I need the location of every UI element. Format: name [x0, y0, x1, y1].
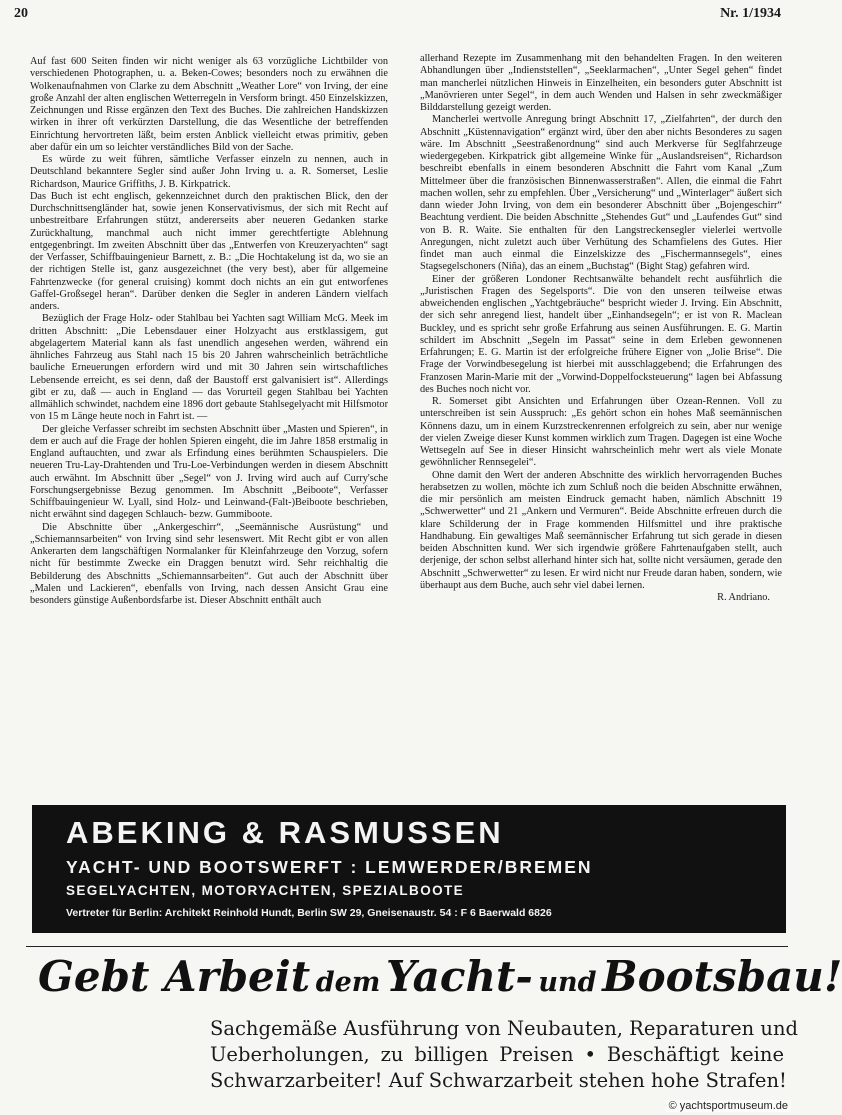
issue-number: Nr. 1/1934: [720, 6, 781, 21]
ad-body-text: [210, 1016, 799, 1094]
paragraph: Es würde zu weit führen, sämtliche Verfasser einzeln zu nennen, auch in Deutschland bekanntere Segler sind außer John Irving u. a. R. Somerset, Leslie Richardson, Maurice Griffiths, J. B. Kirkpatrick.: [30, 154, 388, 190]
slogan-ad: [30, 952, 842, 1115]
ad-products: SEGELYACHTEN, MOTORYACHTEN, SPEZIALBOOTE: [66, 883, 465, 898]
page-number: 20: [14, 6, 28, 21]
slogan-word: und: [538, 967, 597, 998]
ad-slogan: [38, 952, 842, 1001]
ad-company-type: YACHT- UND BOOTSWERFT : LEMWERDER/BREMEN: [66, 857, 593, 877]
slogan-word: Gebt Arbeit: [38, 952, 311, 1001]
paragraph: R. Somerset gibt Ansichten und Erfahrungen über Ozean-Rennen. Voll zu unterschreiben ist sein Ausspruch: „Es gehört schon ein hohes Maß seemännischen Könnens dazu, um in einem Kurzstreckenrennen erfolgreich zu sein, aber nur wenige der vielen Zweige dieser Kunst kommen wirklich zum Tragen. Dagegen ist eine Woche Wettsegeln auf See in dieser Hinsicht wahrscheinlich mehr wert als viele Monate gewöhnlicher Rennsegelei“.: [420, 396, 782, 469]
ad-body-line: Ueberholungen, zu billigen Preisen • Beschäftigt keine: [210, 1043, 784, 1066]
paragraph: allerhand Rezepte im Zusammenhang mit den behandelten Fragen. In den weiteren Abhandlungen über „Indienststellen“, „Seeklarmachen“, „Unter Segel gehen“ findet man mancherlei nützlichen Hinweis in Einzelheiten, ein besonders guter Abschnitt ist „Manövrieren unter Segel“, in dem auch Wenden und Halsen in sehr zweckmäßiger Bilddarstellung gezeigt werden.: [420, 53, 782, 113]
paragraph: Bezüglich der Frage Holz- oder Stahlbau bei Yachten sagt William McG. Meek im dritten Abschnitt: „Die Lebensdauer einer Holzyacht aus erstklassigem, gut abgelagertem Material kann als fast unendlich angesehen werden, während ein ähnliches Fahrzeug aus Stahl nach 15 bis 20 Jahren wahrscheinlich beträchtliche bauliche Erneuerungen erfordern wird und mit 30 Jahren sein wirtschaftliches Lebensende erreicht, es sei denn, daß der Baustoff erst galvanisiert ist“. Allerdings gibt er zu, daß — auch in England — das Vorurteil gegen Stahlbau bei Yachten allmählich schwindet, nachdem eine 1896 dort gebaute Stahlsegelyacht mit Hilfsmotor von 15 m Länge heute noch in Fahrt ist. —: [30, 313, 389, 423]
ad-company-name: ABEKING & RASMUSSEN: [66, 815, 504, 850]
paragraph: Das Buch ist echt englisch, gekennzeichnet durch den praktischen Blick, den der Durchschnittsengländer hat, sowie jenen Konservativismus, der sich mit Recht auf unbestreitbare Erfahrungen stützt, andererseits aber neueren Gedanken starke Zurückhaltung, manchmal auch nicht immer gerechtfertigte Ablehnung entgegenbringt. Im zweiten Abschnitt über das „Entwerfen von Kreuzeryachten“ sagt der Verfasser, Schiffbauingenieur Barnett, z. B.: „Die Hochtakelung ist da, wo sie an der richtigen Stelle ist, ganz ausgezeichnet (the very best), aber für allgemeine Fahrtenzwecke (for general cruising) kommt doch nichts an ein gut entworfenes Gaffel-Großsegel heran“. Darüber denken die Segler in anderen Ländern vielfach anders.: [30, 190, 388, 312]
ad-body-line: Schwarzarbeiter! Auf Schwarzarbeit stehen hohe Strafen!: [210, 1069, 787, 1092]
left-column: [30, 56, 388, 794]
page-header: [14, 6, 781, 26]
paragraph: Mancherlei wertvolle Anregung bringt Abschnitt 17, „Zielfahrten“, der durch den Abschnitt „Küstennavigation“ ergänzt wird, über den aber nichts Besonderes zu sagen wäre. Im Abschnitt „Seestraßenordnung“ sind auch Merkverse für Seglfahrzeuge wiedergegeben. Kirkpatrick gibt allgemeine Winke für „Auslandsreisen“, Richardson beschreibt ebenfalls in einem besonderen Abschnitt die Fahrt vom Kanal „Zum Mittelmeer über die französischen Binnenwasserstraßen“. Allen, die einmal die Fahrt machen wollen, sehr zu empfehlen. Über „Versicherung“ und „Winterlager“ äußert sich dann wieder John Irving, von dem ein besonderer Abschnitt über „Bojengeschirr“ Beachtung verdient. Die beiden Abschnitte „Stehendes Gut“ und „Laufendes Gut“ sind von B. R. Waite. Sie enthalten für den Langstreckensegler vielerlei wertvolle Anregungen, nicht zuletzt auch über Verhütung des Schamfielens des Gutes. Hier findet man auch einmal die Einzelskizze des „Fischermannsegels“, eines Stagsegelschoners (Niña), das an einem „Buchstag“ (Bight Stag) gefahren wird.: [420, 114, 782, 273]
right-column: [420, 53, 782, 791]
slogan-word: Bootsbau!: [602, 952, 842, 1001]
paragraph: Ohne damit den Wert der anderen Abschnitte des wirklich hervorragenden Buches herabsetzen zu wollen, möchte ich zum Schluß noch die beiden Abschnitte erwähnen, die mir persönlich am meisten Eindruck gemacht haben, nämlich Abschnitt 19 „Schwerwetter“ und 21 „Ankern und Vermuren“. Beide Abschnitte erfreuen durch die klare Schilderung der in Frage kommenden Hilfsmittel und ihre praktische Handhabung. Ein gewaltiges Maß seemännischer Erfahrung tut sich gerade in diesen beiden Abschnitten kund. Wer sich irgendwie größere Fahrtenaufgaben stellt, auch derjenige, der schon selbst allerhand hinter sich hat, sollte nicht versäumen, gerade den Abschnitt „Schwerwetter“ zu lesen. Er wird nicht nur Freude daran haben, sondern, wie überhaupt aus dem Buche, auch sehr viel dabei lernen.: [420, 469, 782, 591]
abeking-rasmussen-ad: [32, 805, 786, 933]
divider: [26, 946, 788, 947]
ad-body-line: Sachgemäße Ausführung von Neubauten, Reparaturen und: [210, 1017, 799, 1040]
watermark: © yachtsportmuseum.de: [666, 1100, 791, 1112]
slogan-word: Yacht-: [385, 952, 533, 1001]
article-body: [30, 53, 782, 794]
slogan-word: dem: [315, 967, 381, 998]
paragraph: Einer der größeren Londoner Rechtsanwälte behandelt recht ausführlich die „Juristischen Fragen des Segelsports“. Die von den unseren teilweise etwas abweichenden englischen „Yachtgebräuche“ bespricht wieder J. Irving. Ein Abschnitt, der sich sehr anregend liest, handelt über „Einhandsegeln“; er ist von R. Maclean Buckley, und es spricht sehr große Erfahrung aus seinen Ausführungen. E. G. Martin schildert im Abschnitt „Segeln im Passat“ seine in dem Erleben gewonnenen Erfahrungen; E. G. Martin ist der erfolgreiche frühere Eigner von „Jolie Brise“. Die Frage der Vorwindbesegelung ist hierbei mit ausschlaggebend; die Erfahrungen des Franzosen Marin-Marie mit der „Vorwind-Doppelfocksteuerung“ lagen bei Abfassung des Buches noch nicht vor.: [420, 273, 782, 395]
paragraph: Die Abschnitte über „Ankergeschirr“, „Seemännische Ausrüstung“ und „Schiemannsarbeiten“ von Irving sind sehr lesenswert. Mit Recht gibt er von allen Ankerarten dem langschäftigen Normalanker für Kleinfahrzeuge den Vorzug, sofern nicht für bestimmte Zwecke ein Draggen benutzt wird. Sehr reichhaltig die Bebilderung des Abschnitts „Schiemannsarbeiten“. Gut auch der Abschnitt über „Malen und Lackieren“, ebenfalls von Irving, nach dessen Ansicht Grau eine besonders günstige Außenbordsfarbe ist. Dieser Abschnitt enthält auch: [30, 521, 388, 606]
ad-representative: Vertreter für Berlin: Architekt Reinhold Hundt, Berlin SW 29, Gneisenaustr. 54 : F 6 Baerwald 6826: [66, 907, 552, 919]
paragraph: Der gleiche Verfasser schreibt im sechsten Abschnitt über „Masten und Spieren“, in dem er auch auf die Frage der hohlen Spieren eingeht, die im Jahre 1858 erstmalig in England auftauchten, und zwar als Erfindung eines berühmten Schauspielers. Die neueren Tru-Lay-Drahtenden und Tru-Loe-Verbindungen werden in diesem Abschnitt auch erwähnt. Im Abschnitt über „Segel“ von J. Irving wird auch auf Curry'sche Forschungsergebnisse Bezug genommen. Im Abschnitt „Beiboote“, Verfasser Schiffbauingenieur W. Lyall, sind Holz- und Leinwand-(Falt-)Beiboote beschrieben, nicht erwähnt sind dagegen Schlauch- bezw. Gummiboote.: [30, 423, 388, 521]
paragraph: Auf fast 600 Seiten finden wir nicht weniger als 63 vorzügliche Lichtbilder von verschiedenen Photographen, u. a. Beken-Cowes; besonders noch zu erwähnen die Wolkenaufnahmen von Clarke zu dem Abschnitt „Weather Lore“ von Irving, der eine große Anzahl der alten englischen Wetterregeln in Versform bringt. 450 Einzelskizzen, Zeichnungen und Risse ergänzen den Text des Buches. Die zahlreichen Handskizzen wirken in ihrer oft verkürzten Darstellung, die das Wesentliche der betreffenden Einrichtung hervortreten läßt, beim ersten Anblick vielleicht etwas primitiv, geben aber dafür ein um so leichter verständliches Bild von der Sache.: [30, 56, 388, 153]
author-signature: R. Andriano.: [717, 592, 770, 603]
